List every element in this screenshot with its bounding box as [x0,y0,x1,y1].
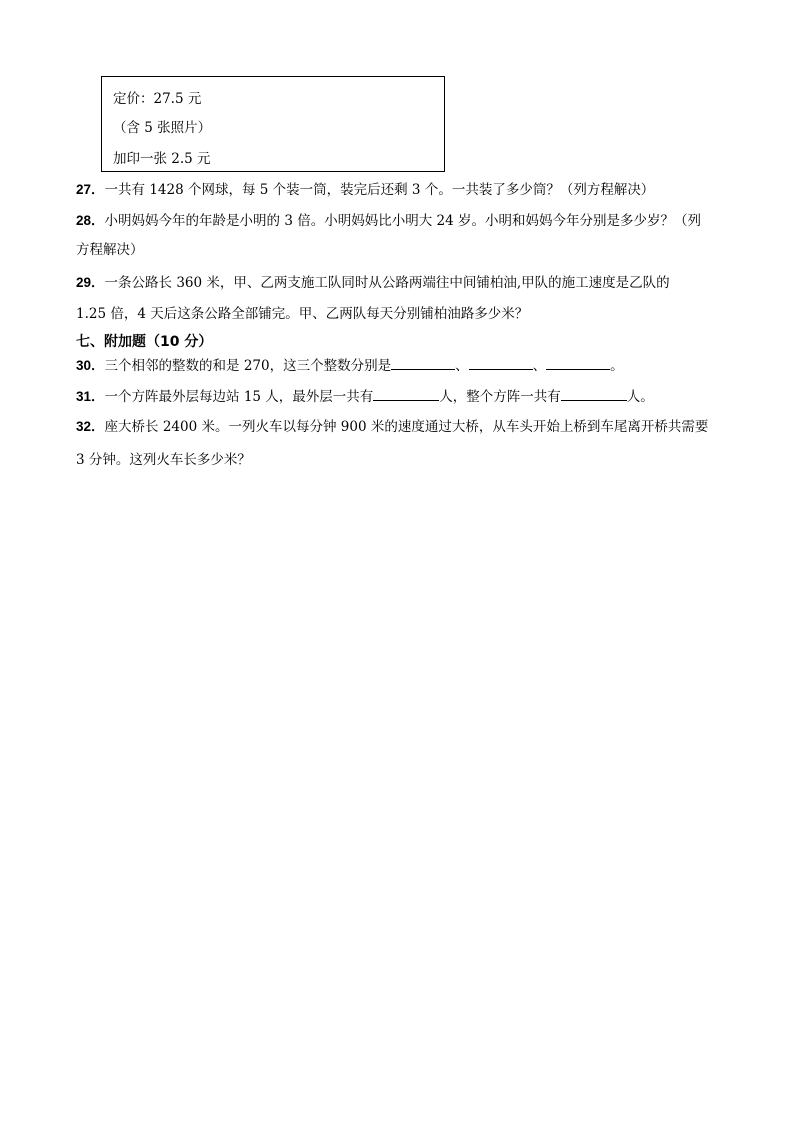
answer-blank-2[interactable] [469,356,533,370]
answer-blank-2[interactable] [561,387,627,401]
question-30 [76,356,624,375]
question-number: 29． [76,275,105,290]
question-number: 30． [76,358,105,373]
question-text: 一个方阵最外层每边站 15 人，最外层一共有 [104,389,374,405]
question-32-continued: 3 分钟。这列火车长多少米？ [76,452,251,468]
question-number: 32． [76,419,105,434]
sentence-end: 人。 [626,389,654,405]
separator: 、 [455,358,469,374]
question-text-mid: 人，整个方阵一共有 [439,389,561,405]
question-32 [76,418,708,436]
question-28 [76,212,701,230]
question-text: 三个相邻的整数的和是 270，这三个整数分别是 [104,358,392,374]
question-27 [76,181,654,199]
question-29-continued: 1.25 倍，4 天后这条公路全部铺完。甲、乙两队每天分别铺柏油路多少米？ [76,306,529,322]
answer-blank-1[interactable] [391,356,455,370]
question-number: 28． [76,213,105,228]
section-title: 七、附加题（10 分） [76,334,213,350]
extra-print-line: 加印一张 2.5 元 [113,151,211,167]
question-text: 小明妈妈今年的年龄是小明的 3 倍。小明妈妈比小明大 24 岁。小明和妈妈今年分别是多少岁？（列 [104,213,701,229]
question-text: 一共有 1428 个网球，每 5 个装一筒，装完后还剩 3 个。一共装了多少筒？（列方程解决） [104,182,655,198]
price-line: 定价：27.5 元 [113,91,202,107]
answer-blank-3[interactable] [546,356,610,370]
question-text: 座大桥长 2400 米。一列火车以每分钟 900 米的速度通过大桥，从车头开始上桥到车尾离开桥共需要 [104,419,709,435]
question-29 [76,274,670,292]
question-31 [76,387,654,406]
photo-count-line: （含 5 张照片） [113,120,212,136]
question-text: 一条公路长 360 米，甲、乙两支施工队同时从公路两端往中间铺柏油,甲队的施工速度是乙队的 [104,275,670,291]
question-number: 31． [76,389,105,404]
sentence-end: 。 [610,358,624,374]
answer-blank-1[interactable] [373,387,439,401]
price-info-box [101,76,445,172]
separator: 、 [532,358,547,374]
question-number: 27． [76,182,105,197]
question-28-continued: 方程解决） [76,242,144,258]
